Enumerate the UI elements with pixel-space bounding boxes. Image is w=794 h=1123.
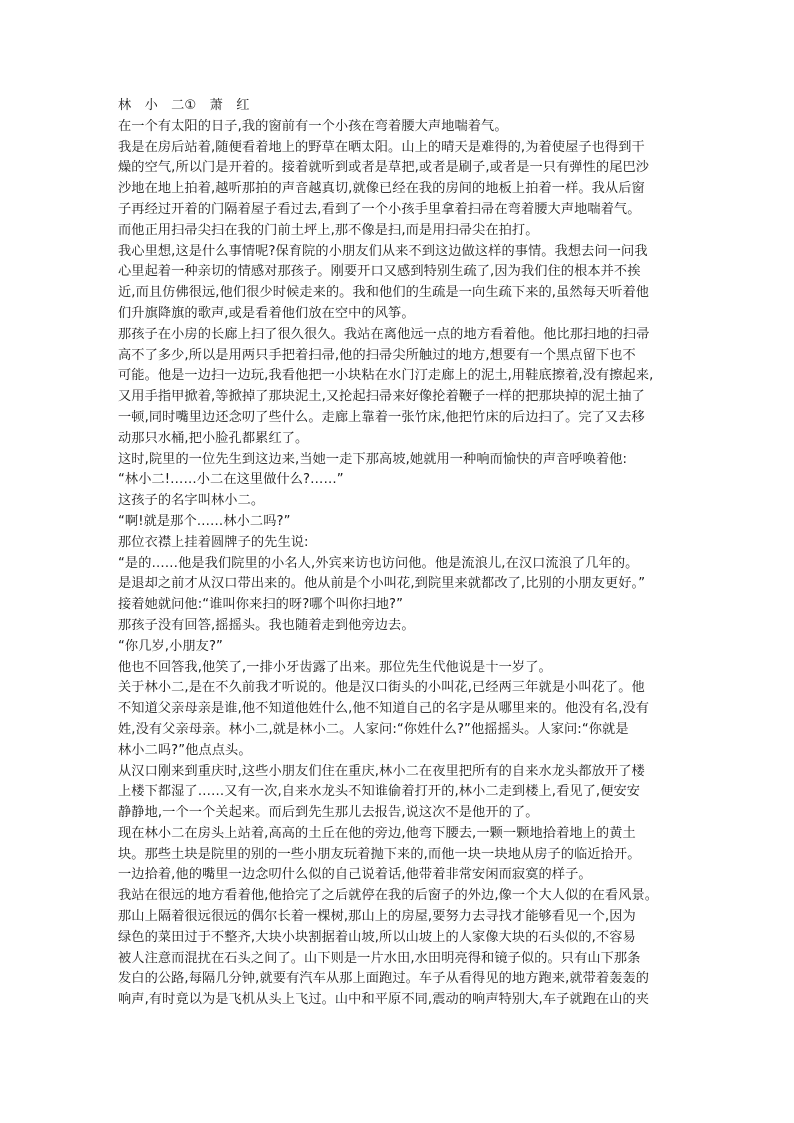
- text-line: 林小二吗?”他点点头。: [118, 742, 252, 758]
- text-line: “是的……他是我们院里的小名人,外宾来访也访问他。他是流浪儿,在汉口流浪了几年的。: [118, 555, 639, 571]
- text-line: “林小二!……小二在这里做什么?……”: [118, 472, 344, 488]
- text-line: 动那只水桶,把小脸孔都累红了。: [118, 430, 309, 446]
- text-line: 那孩子在小房的长廊上扫了很久很久。我站在离他远一点的地方看着他。他比那扫地的扫帚: [118, 326, 650, 342]
- text-line: 姓,没有父亲母亲。林小二,就是林小二。人家问:“你姓什么?”他摇摇头。人家问:“你就是: [118, 721, 629, 737]
- text-line: 静静地,一个一个关起来。而后到先生那儿去报告,说这次不是他开的了。: [118, 805, 539, 821]
- text-line: 块。那些土块是院里的别的一些小朋友玩着抛下来的,而他一块一块地从房子的临近拾开。: [118, 846, 641, 862]
- text-line: 那位衣襟上挂着圆牌子的先生说:: [118, 534, 309, 550]
- text-line: 这孩子的名字叫林小二。: [118, 493, 265, 509]
- text-line: 绿色的菜田过于不整齐,大块小块割据着山坡,所以山坡上的人家像大块的石头似的,不容易: [118, 929, 636, 945]
- text-line: 一顿,同时嘴里边还念叨了些什么。走廊上靠着一张竹床,他把竹床的后边扫了。完了又去移: [118, 409, 645, 425]
- text-line: 他也不回答我,他笑了,一排小牙齿露了出来。那位先生代他说是十一岁了。: [118, 659, 552, 675]
- text-line: 们升旗降旗的歌声,或是看着他们放在空中的风筝。: [118, 305, 415, 321]
- text-line: 关于林小二,是在不久前我才听说的。他是汉口街头的小叫花,已经两三年就是小叫花了。他: [118, 680, 645, 696]
- text-line: 高不了多少,所以是用两只手把着扫帚,他的扫帚尖所触过的地方,想要有一个黑点留下也不: [118, 347, 636, 363]
- paragraph-lines: [118, 117, 683, 1011]
- text-line: 子再经过开着的门隔着屋子看过去,看到了一个小孩手里拿着扫帚在弯着腰大声地喘着气。: [118, 201, 641, 217]
- text-line: 从汉口刚来到重庆时,这些小朋友们住在重庆,林小二在夜里把所有的自来水龙头都放开了楼: [118, 763, 645, 779]
- text-line: 心里起着一种亲切的情感对那孩子。刚要开口又感到特别生疏了,因为我们住的根本并不挨: [118, 264, 641, 280]
- text-line: 发白的公路,每隔几分钟,就要有汽车从那上面跑过。车子从看得见的地方跑来,就带着轰轰的: [118, 971, 650, 987]
- text-line: 那孩子没有回答,摇摇头。我也随着走到他旁边去。: [118, 617, 415, 633]
- text-line: 我站在很远的地方看着他,他拾完了之后就停在我的后窗子的外边,像一个大人似的在看风景。: [118, 888, 659, 904]
- text-line: 现在林小二在房头上站着,高高的土丘在他的旁边,他弯下腰去,一颗一颗地拾着地上的黄土: [118, 825, 636, 841]
- text-line: 接着她就问他:“谁叫你来扫的呀?哪个叫你扫地?”: [118, 597, 404, 613]
- text-line: 上楼下都湿了……又有一次,自来水龙头不知谁偷着打开的,林小二走到楼上,看见了,便安安: [118, 784, 641, 800]
- text-line: 响声,有时竟以为是飞机从头上飞过。山中和平原不同,震动的响声特别大,车子就跑在山的夹: [118, 992, 650, 1008]
- document-body: [118, 96, 683, 1011]
- text-line: 我心里想,这是什么事情呢?保育院的小朋友们从来不到这边做这样的事情。我想去问一问我: [118, 243, 648, 259]
- text-line: 被人注意而混扰在石头之间了。山下则是一片水田,水田明亮得和镜子似的。只有山下那条: [118, 950, 641, 966]
- text-line: 是退却之前才从汉口带出来的。他从前是个小叫花,到院里来就都改了,比别的小朋友更好。”: [118, 576, 646, 592]
- document-title: 林 小 二① 萧 红: [118, 98, 250, 113]
- text-line: “啊!就是那个……林小二吗?”: [118, 513, 291, 529]
- text-line: 那山上隔着很远很远的偶尔长着一棵树,那山上的房屋,要努力去寻找才能够看见一个,因为: [118, 909, 636, 925]
- text-line: 我是在房后站着,随便看着地上的野草在晒太阳。山上的晴天是难得的,为着使屋子也得到干: [118, 139, 645, 155]
- text-line: 燥的空气,所以门是开着的。接着就听到或者是草把,或者是刷子,或者是一只有弹性的尾巴沙: [118, 160, 650, 176]
- text-line: “你几岁,小朋友?”: [118, 638, 223, 654]
- text-line: 而他正用扫帚尖扫在我的门前土坪上,那不像是扫,而是用扫帚尖在拍打。: [118, 222, 539, 238]
- text-line: 可能。他是一边扫一边玩,我看他把一小块粘在水门汀走廊上的泥土,用鞋底擦着,没有擦起来,: [118, 368, 654, 384]
- text-line: 在一个有太阳的日子,我的窗前有一个小孩在弯着腰大声地喘着气。: [118, 118, 508, 134]
- text-line: 这时,院里的一位先生到这边来,当她一走下那高坡,她就用一种响而愉快的声音呼唤着他:: [118, 451, 628, 467]
- text-line: 又用手指甲掀着,等掀掉了那块泥土,又抡起扫帚来好像抡着鞭子一样的把那块掉的泥土抽了: [118, 389, 645, 405]
- text-line: 一边拾着,他的嘴里一边念叨什么似的自己说着话,他带着非常安闲而寂寞的样子。: [118, 867, 592, 883]
- text-line: 近,而且仿佛很远,他们很少时候走来的。我和他们的生疏是一向生疏下来的,虽然每天听着他: [118, 285, 650, 301]
- text-line: 沙地在地上拍着,越听那拍的声音越真切,就像已经在我的房间的地板上拍着一样。我从后窗: [118, 181, 645, 197]
- text-line: 不知道父亲母亲是谁,他不知道他姓什么,他不知道自己的名字是从哪里来的。他没有名,没有: [118, 701, 650, 717]
